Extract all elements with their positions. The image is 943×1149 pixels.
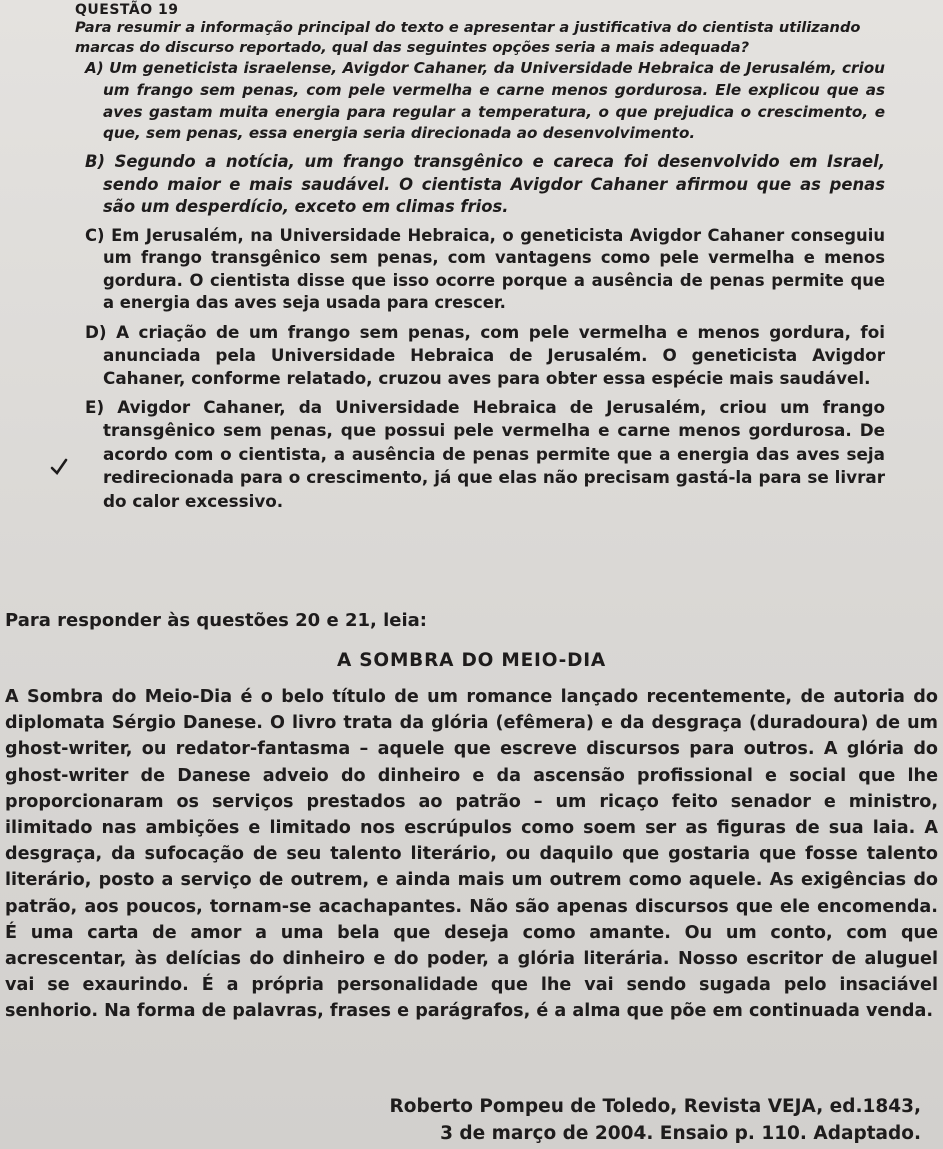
option-text: Segundo a notícia, um frango transgênico e careca foi desenvolvido em Israel, sendo maior e mais saudável. O cientista Avigdor Cahaner afirmou que as penas são um desperdício, exceto em climas frios. bbox=[103, 152, 885, 217]
option-letter: B) bbox=[85, 152, 105, 172]
option-b[interactable] bbox=[85, 151, 885, 219]
option-c[interactable] bbox=[85, 225, 885, 315]
option-d[interactable] bbox=[85, 321, 885, 390]
option-e[interactable] bbox=[85, 396, 885, 514]
option-letter: D) bbox=[85, 321, 107, 342]
option-text: A criação de um frango sem penas, com pele vermelha e menos gordura, foi anunciada pela Universidade Hebraica de Jerusalém. O geneticista Avigdor Cahaner, conforme relatado, cruzou aves para obter essa espécie mais saudável. bbox=[103, 321, 885, 388]
passage-title: A SOMBRA DO MEIO-DIA bbox=[336, 650, 607, 671]
question-prompt: Para resumir a informação principal do texto e apresentar a justificativa do cientista utilizando marcas do discurso reportado, qual das seguintes opções seria a mais adequada? bbox=[75, 19, 861, 56]
passage-source bbox=[390, 1093, 922, 1147]
passage-text: A Sombra do Meio-Dia é o belo título de um romance lançado recentemente, de autoria do diplomata Sérgio Danese. O livro trata da glória (efêmera) e da desgraça (duradoura) de um ghost-writer, ou redator-fantasma – aquele que escreve discursos para outros. A glória do ghost-writer de Danese adveio do dinheiro e da ascensão profissional e social que lhe proporcionaram os serviços prestados ao patrão – um ricaço feito senador e ministro, ilimitado nas ambições e limitado nos escrúpulos como soem ser as figuras de sua laia. A desgraça, da sufocação de seu talento literário, ou daquilo que gostaria que fosse talento literário, posto a serviço de outrem, e ainda mais um outrem como aquele. As exigências do patrão, aos poucos, tornam-se acachapantes. Não são apenas discursos que ele encomenda. É uma carta de amor a uma bela que deseja como amante. Ou um conto, com que acrescentar, às delícias do dinheiro e do poder, a glória literária. Nosso escritor de aluguel vai se exaurindo. É a própria personalidade que lhe vai sendo sugada pelo insaciável senhorio. Na forma de palavras, frases e parágrafos, é a alma que põe em continuada venda. bbox=[5, 687, 938, 1022]
source-line-1: Roberto Pompeu de Toledo, Revista VEJA, ed.1843, bbox=[389, 1096, 921, 1117]
source-line-2: 3 de março de 2004. Ensaio p. 110. Adaptado. bbox=[440, 1123, 921, 1144]
option-text: Em Jerusalém, na Universidade Hebraica, o geneticista Avigdor Cahaner conseguiu um frango transgênico sem penas, com vantagens como pele vermelha e menos gordura. O cientista disse que isso ocorre porque a ausência de penas permite que a energia das aves seja usada para crescer. bbox=[103, 225, 885, 313]
option-letter: C) bbox=[85, 225, 105, 245]
option-letter: E) bbox=[85, 396, 105, 417]
handwritten-check-mark-icon bbox=[50, 458, 68, 476]
reading-instruction: Para responder às questões 20 e 21, leia: bbox=[5, 610, 427, 631]
answer-options bbox=[85, 58, 885, 519]
option-a[interactable] bbox=[85, 58, 885, 145]
option-letter: A) bbox=[85, 59, 104, 77]
option-text: Avigdor Cahaner, da Universidade Hebraica de Jerusalém, criou um frango transgênico sem penas, que possui pele vermelha e carne menos gordurosa. De acordo com o cientista, a ausência de penas permite que a energia das aves seja redirecionada para o crescimento, já que elas não precisam gastá-la para se livrar do calor excessivo. bbox=[103, 396, 885, 511]
option-text: Um geneticista israelense, Avigdor Cahaner, da Universidade Hebraica de Jerusalém, criou um frango sem penas, com pele vermelha e carne menos gordurosa. Ele explicou que as aves gastam muita energia para regular a temperatura, o que prejudica o crescimento, e que, sem penas, essa energia seria direcionada ao desenvolvimento. bbox=[103, 59, 885, 143]
question-title: QUESTÃO 19 bbox=[75, 2, 179, 18]
